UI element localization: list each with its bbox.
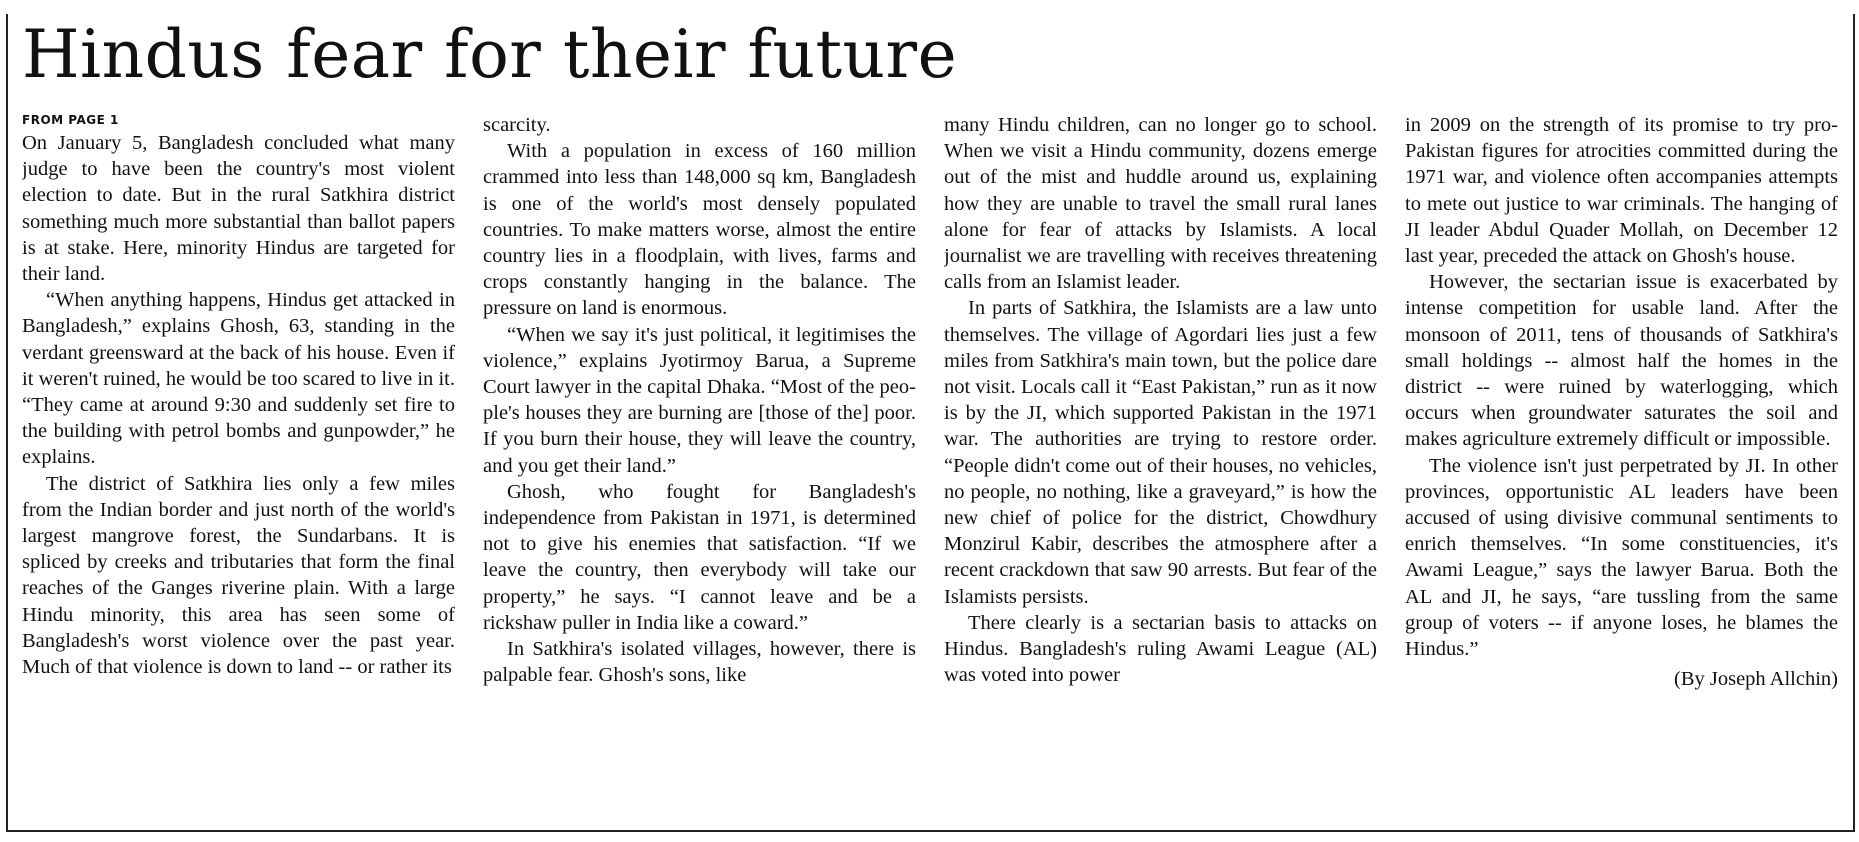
- article-paragraph: scarcity.: [483, 114, 551, 136]
- article-paragraph: In parts of Satkhira, the Islamists are a law unto themselves. The village of Agordari lies just a few miles from Satkhira's main town, but the police dare not visit. Locals call it “East Pakistan,” run as it now is by the JI, which supported Pakistan in the 1971 war. The authorities are trying to restore order. “People didn't come out of their houses, no vehicles, no people, no nothing, like a graveyard,” is how the new chief of police for the district, Chowdhury Monzirul Kabir, describes the atmosphere after a recent crackdown that saw 90 arrests. But fear of the Islamists persists.: [944, 297, 1377, 608]
- article-paragraph: many Hindu children, can no longer go to school. When we visit a Hindu community, dozens emerge out of the mist and huddle around us, explaining how they are unable to travel the small rural lanes alone for fear of attacks by Islamists. A local journalist we are travelling with receives threatening calls from an Islamist leader.: [944, 114, 1377, 294]
- article-paragraph: “When we say it's just political, it legitimises the violence,” explains Jyotirmoy Barua, a Supreme Court lawyer in the capital Dhaka. “Most of the people's houses they are burning are [those of the] poor. If you burn their house, they will leave the country, and you get their land.”: [483, 323, 916, 477]
- right-column-rule: [1853, 14, 1855, 832]
- article-paragraph: However, the sectarian issue is exacerbated by intense competition for usable land. After the monsoon of 2011, tens of thousands of Satkhira's small holdings -- almost half the homes in the district -- were ruined by waterlogging, which occurs when groundwater saturates the soil and makes agriculture extremely difficult or impossible.: [1405, 271, 1838, 451]
- article-paragraph: in 2009 on the strength of its promise to try pro-Pakistan figures for atrocities committed during the 1971 war, and violence often accompanies attempts to mete out justice to war criminals. The hanging of JI leader Abdul Quader Mollah, on December 12 last year, preceded the attack on Ghosh's house.: [1405, 114, 1838, 268]
- article-body: [22, 112, 1840, 818]
- article-paragraph: “When anything happens, Hindus get attacked in Bangladesh,” explains Ghosh, 63, standing in the verdant greensward at the back of his house. Even if it weren't ruined, he would be too scared to live in it. “They came at around 9:30 and suddenly set fire to the building with petrol bombs and gunpowder,” he explains.: [22, 289, 455, 469]
- bottom-rule: [6, 830, 1855, 832]
- left-column-rule: [6, 14, 8, 832]
- article-paragraph: On January 5, Bangladesh concluded what many judge to have been the country's most violent election to date. But in the rural Satkhira district something much more substantial than ballot papers is at stake. Here, minority Hindus are targeted for their land.: [22, 132, 455, 286]
- article-paragraph: In Satkhira's isolated villages, however, there is palpable fear. Ghosh's sons, like: [483, 638, 916, 687]
- article-column-3: [944, 112, 1377, 818]
- article-paragraph: The violence isn't just perpetrated by JI. In other provinces, opportunistic AL leaders have been accused of using divisive communal sentiments to enrich themselves. “In some constituencies, it's Awami League,” says the lawyer Barua. Both the AL and JI, he says, “are tussling from the same group of voters -- if anyone loses, he blames the Hindus.”: [1405, 454, 1838, 661]
- article-paragraph: Ghosh, who fought for Bangladesh's independence from Pakistan in 1971, is determined not to give his enemies that satisfaction. “If we leave the country, then everybody will take our property,” he says. “I cannot leave and be a rickshaw puller in India like a coward.”: [483, 480, 916, 634]
- article-paragraph: There clearly is a sectarian basis to attacks on Hindus. Bangladesh's ruling Awami League (AL) was voted into power: [944, 611, 1377, 687]
- article-paragraph: With a population in excess of 160 million crammed into less than 148,000 sq km, Bangladesh is one of the world's most densely populated countries. To make matters worse, almost the entire country lies in a floodplain, with lives, farms and crops constantly hanging in the balance. The pressure on land is enormous.: [483, 140, 916, 320]
- article-column-1: [22, 112, 455, 818]
- article-column-2: [483, 112, 916, 818]
- article-headline: Hindus fear for their future: [22, 16, 958, 93]
- article-byline: (By Joseph Allchin): [1674, 668, 1838, 691]
- continued-from-label: FROM PAGE 1: [22, 113, 119, 127]
- article-paragraph: The district of Satkhira lies only a few miles from the Indian border and just north of the world's largest mangrove forest, the Sundarbans. It is spliced by creeks and tributaries that form the final reaches of the Ganges riverine plain. With a large Hindu minority, this area has seen some of Bangladesh's worst violence over the past year. Much of that violence is down to land -- or rather its: [22, 472, 455, 679]
- article-column-4: [1405, 112, 1838, 818]
